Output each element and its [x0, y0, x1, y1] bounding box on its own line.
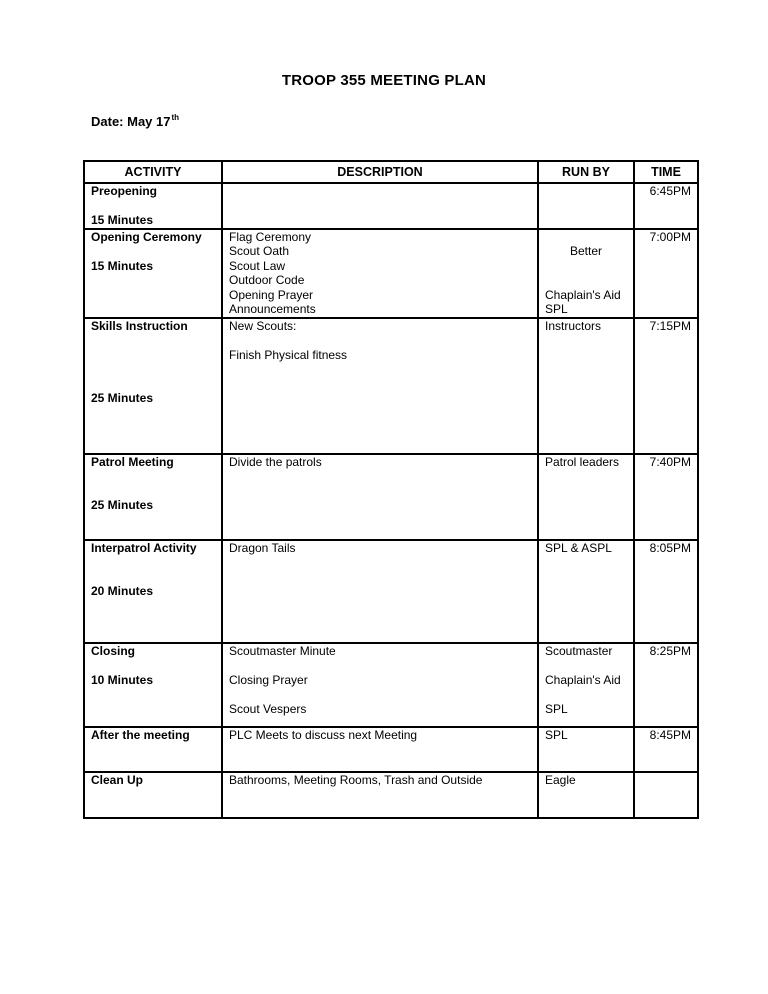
time-cell	[634, 183, 698, 229]
run-by-line: Chaplain's Aid	[545, 287, 621, 302]
time-value: 8:25PM	[649, 643, 691, 658]
activity-cell	[84, 727, 222, 772]
description-cell	[222, 454, 538, 540]
activity-duration: 15 Minutes	[91, 258, 154, 273]
time-value: 7:15PM	[649, 318, 691, 333]
description-line: Bathrooms, Meeting Rooms, Trash and Outside	[229, 772, 483, 787]
table-row	[84, 229, 698, 318]
run-by-cell	[538, 643, 634, 727]
header-run-by: RUN BY	[538, 161, 634, 183]
page-title: TROOP 355 MEETING PLAN	[281, 72, 487, 89]
description-line: Divide the patrols	[229, 454, 322, 469]
description-cell	[222, 540, 538, 643]
activity-name: Closing	[91, 643, 135, 658]
header-description: DESCRIPTION	[222, 161, 538, 183]
activity-name: Preopening	[91, 184, 158, 198]
run-by-line: SPL	[545, 302, 568, 316]
time-cell	[634, 318, 698, 454]
activity-duration: 25 Minutes	[91, 391, 154, 405]
description-line: Announcements	[229, 302, 316, 316]
time-value: 7:40PM	[649, 454, 691, 469]
activity-name: Interpatrol Activity	[91, 540, 197, 555]
run-by-line: Scoutmaster	[545, 643, 613, 658]
table-row	[84, 643, 698, 727]
run-by-line: SPL	[545, 701, 568, 716]
description-cell	[222, 643, 538, 727]
time-cell	[634, 454, 698, 540]
activity-cell	[84, 454, 222, 540]
run-by-line: SPL	[545, 727, 568, 742]
activity-cell	[84, 772, 222, 818]
table-row	[84, 318, 698, 454]
time-value: 8:05PM	[649, 540, 691, 555]
run-by-cell	[538, 772, 634, 818]
description-line: Dragon Tails	[229, 540, 296, 555]
header-time: TIME	[634, 161, 698, 183]
activity-cell	[84, 318, 222, 454]
table-row	[84, 183, 698, 229]
time-cell	[634, 727, 698, 772]
run-by-cell	[538, 183, 634, 229]
description-cell	[222, 229, 538, 318]
run-by-cell	[538, 229, 634, 318]
table-row	[84, 540, 698, 643]
description-cell	[222, 183, 538, 229]
activity-duration: 10 Minutes	[91, 672, 154, 687]
activity-name: Clean Up	[91, 772, 144, 787]
run-by-line: Patrol leaders	[545, 454, 620, 469]
activity-name: Skills Instruction	[91, 318, 188, 333]
run-by-cell	[538, 318, 634, 454]
description-line: Flag Ceremony	[229, 229, 312, 244]
activity-name: Opening Ceremony	[91, 229, 202, 244]
run-by-cell	[538, 454, 634, 540]
meeting-date	[91, 113, 179, 129]
description-line: Finish Physical fitness	[229, 347, 348, 362]
time-cell	[634, 229, 698, 318]
description-line: Opening Prayer	[229, 287, 314, 302]
run-by-cell	[538, 727, 634, 772]
run-by-line: Chaplain's Aid	[545, 672, 621, 687]
run-by-cell	[538, 540, 634, 643]
table-row	[84, 772, 698, 818]
date-label: Date: May 17	[91, 114, 171, 129]
header-activity: ACTIVITY	[84, 161, 222, 183]
time-cell	[634, 540, 698, 643]
run-by-line: Better	[569, 244, 602, 258]
activity-duration: 25 Minutes	[91, 498, 154, 512]
description-line: Scout Oath	[229, 244, 290, 258]
run-by-line: Eagle	[545, 772, 576, 787]
meeting-plan-table	[83, 160, 699, 819]
description-line: Scout Vespers	[229, 701, 307, 716]
table-row	[84, 454, 698, 540]
description-cell	[222, 772, 538, 818]
header-row	[84, 161, 698, 183]
run-by-line: SPL & ASPL	[545, 540, 612, 555]
activity-duration: 15 Minutes	[91, 213, 154, 227]
time-value: 8:45PM	[649, 727, 691, 742]
activity-name: Patrol Meeting	[91, 454, 174, 469]
description-cell	[222, 318, 538, 454]
activity-cell	[84, 643, 222, 727]
run-by-line: Instructors	[545, 318, 602, 333]
description-cell	[222, 727, 538, 772]
time-value: 7:00PM	[649, 229, 691, 244]
description-line: PLC Meets to discuss next Meeting	[229, 727, 418, 742]
description-line: Closing Prayer	[229, 672, 308, 687]
activity-cell	[84, 183, 222, 229]
activity-cell	[84, 229, 222, 318]
description-line: Outdoor Code	[229, 273, 305, 287]
date-suffix: th	[171, 113, 180, 122]
time-cell	[634, 643, 698, 727]
description-line: Scout Law	[229, 258, 286, 273]
activity-cell	[84, 540, 222, 643]
description-line: Scoutmaster Minute	[229, 643, 336, 658]
description-line: New Scouts:	[229, 318, 297, 333]
activity-duration: 20 Minutes	[91, 584, 154, 598]
activity-name: After the meeting	[91, 727, 190, 742]
time-cell	[634, 772, 698, 818]
table-row	[84, 727, 698, 772]
time-value: 6:45PM	[649, 184, 691, 198]
